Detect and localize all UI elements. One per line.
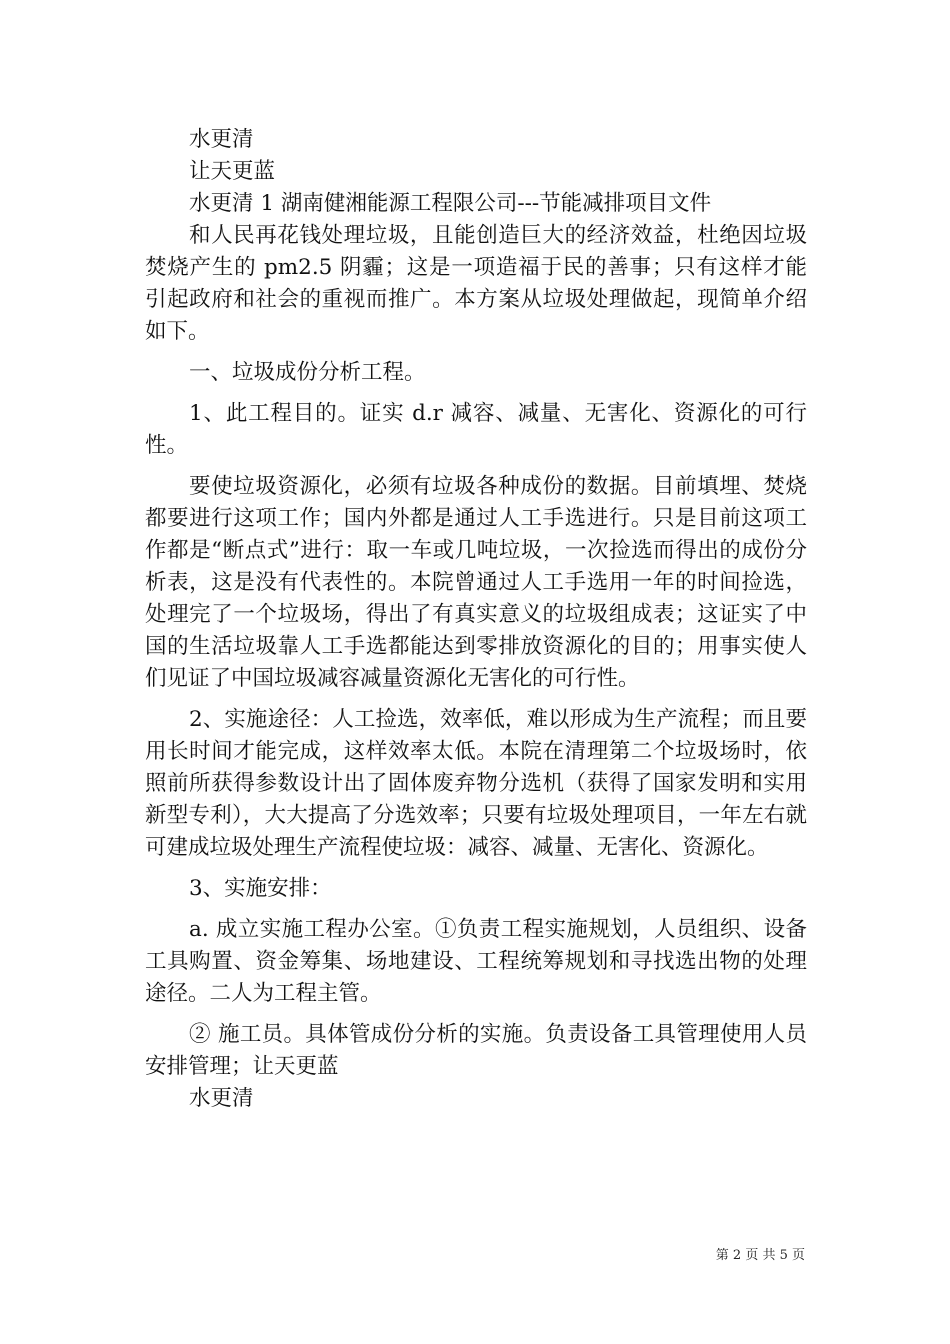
- page-number: 第 2 页 共 5 页: [715, 1248, 805, 1263]
- paragraph-company-line: 水更清 1 湖南健湘能源工程限公司---节能减排项目文件: [189, 191, 712, 216]
- paragraph-approach: 2、实施途径：人工捡选，效率低，难以形成为生产流程；而且要用长时间才能完成，这样效率太低。本院在清理第二个垃圾场时，依照前所获得参数设计出了固体废弃物分选机（获得了国家发明和实用新型专利），大大提高了分选效率；只要有垃圾处理项目，一年左右就可建成垃圾处理生产流程使垃圾：减容、减量、无害化、资源化。: [145, 707, 807, 860]
- paragraph-worker: ② 施工员。具体管成份分析的实施。负责设备工具管理使用人员安排管理；让天更蓝: [145, 1022, 807, 1079]
- section-heading-1: 一、垃圾成份分析工程。: [189, 360, 426, 385]
- paragraph-footer-water: 水更清: [189, 1086, 254, 1111]
- paragraph-header-sky: 让天更蓝: [189, 159, 276, 184]
- paragraph-office: a. 成立实施工程办公室。①负责工程实施规划，人员组织、设备工具购置、资金筹集、场地建设、工程统筹规划和寻找选出物的处理途径。二人为工程主管。: [145, 917, 807, 1006]
- paragraph-header-water: 水更清: [189, 127, 254, 152]
- paragraph-arrangement: 3、实施安排：: [189, 876, 332, 901]
- paragraph-intro: 和人民再花钱处理垃圾，且能创造巨大的经济效益，杜绝因垃圾焚烧产生的 pm2.5 阴霾；这是一项造福于民的善事；只有这样才能引起政府和社会的重视而推广。本方案从垃圾处理做起，现简单介绍如下。: [145, 223, 807, 344]
- paragraph-purpose: 1、此工程目的。证实 d.r 减容、减量、无害化、资源化的可行性。: [145, 401, 807, 458]
- paragraph-resource-data: 要使垃圾资源化，必须有垃圾各种成份的数据。目前填埋、焚烧都要进行这项工作；国内外都是通过人工手选进行。只是目前这项工作都是“断点式”进行：取一车或几吨垃圾，一次捡选而得出的成份分析表，这是没有代表性的。本院曾通过人工手选用一年的时间捡选，处理完了一个垃圾场，得出了有真实意义的垃圾组成表；这证实了中国的生活垃圾靠人工手选都能达到零排放资源化的目的；用事实使人们见证了中国垃圾减容减量资源化无害化的可行性。: [145, 474, 807, 691]
- document-body: [145, 124, 807, 1115]
